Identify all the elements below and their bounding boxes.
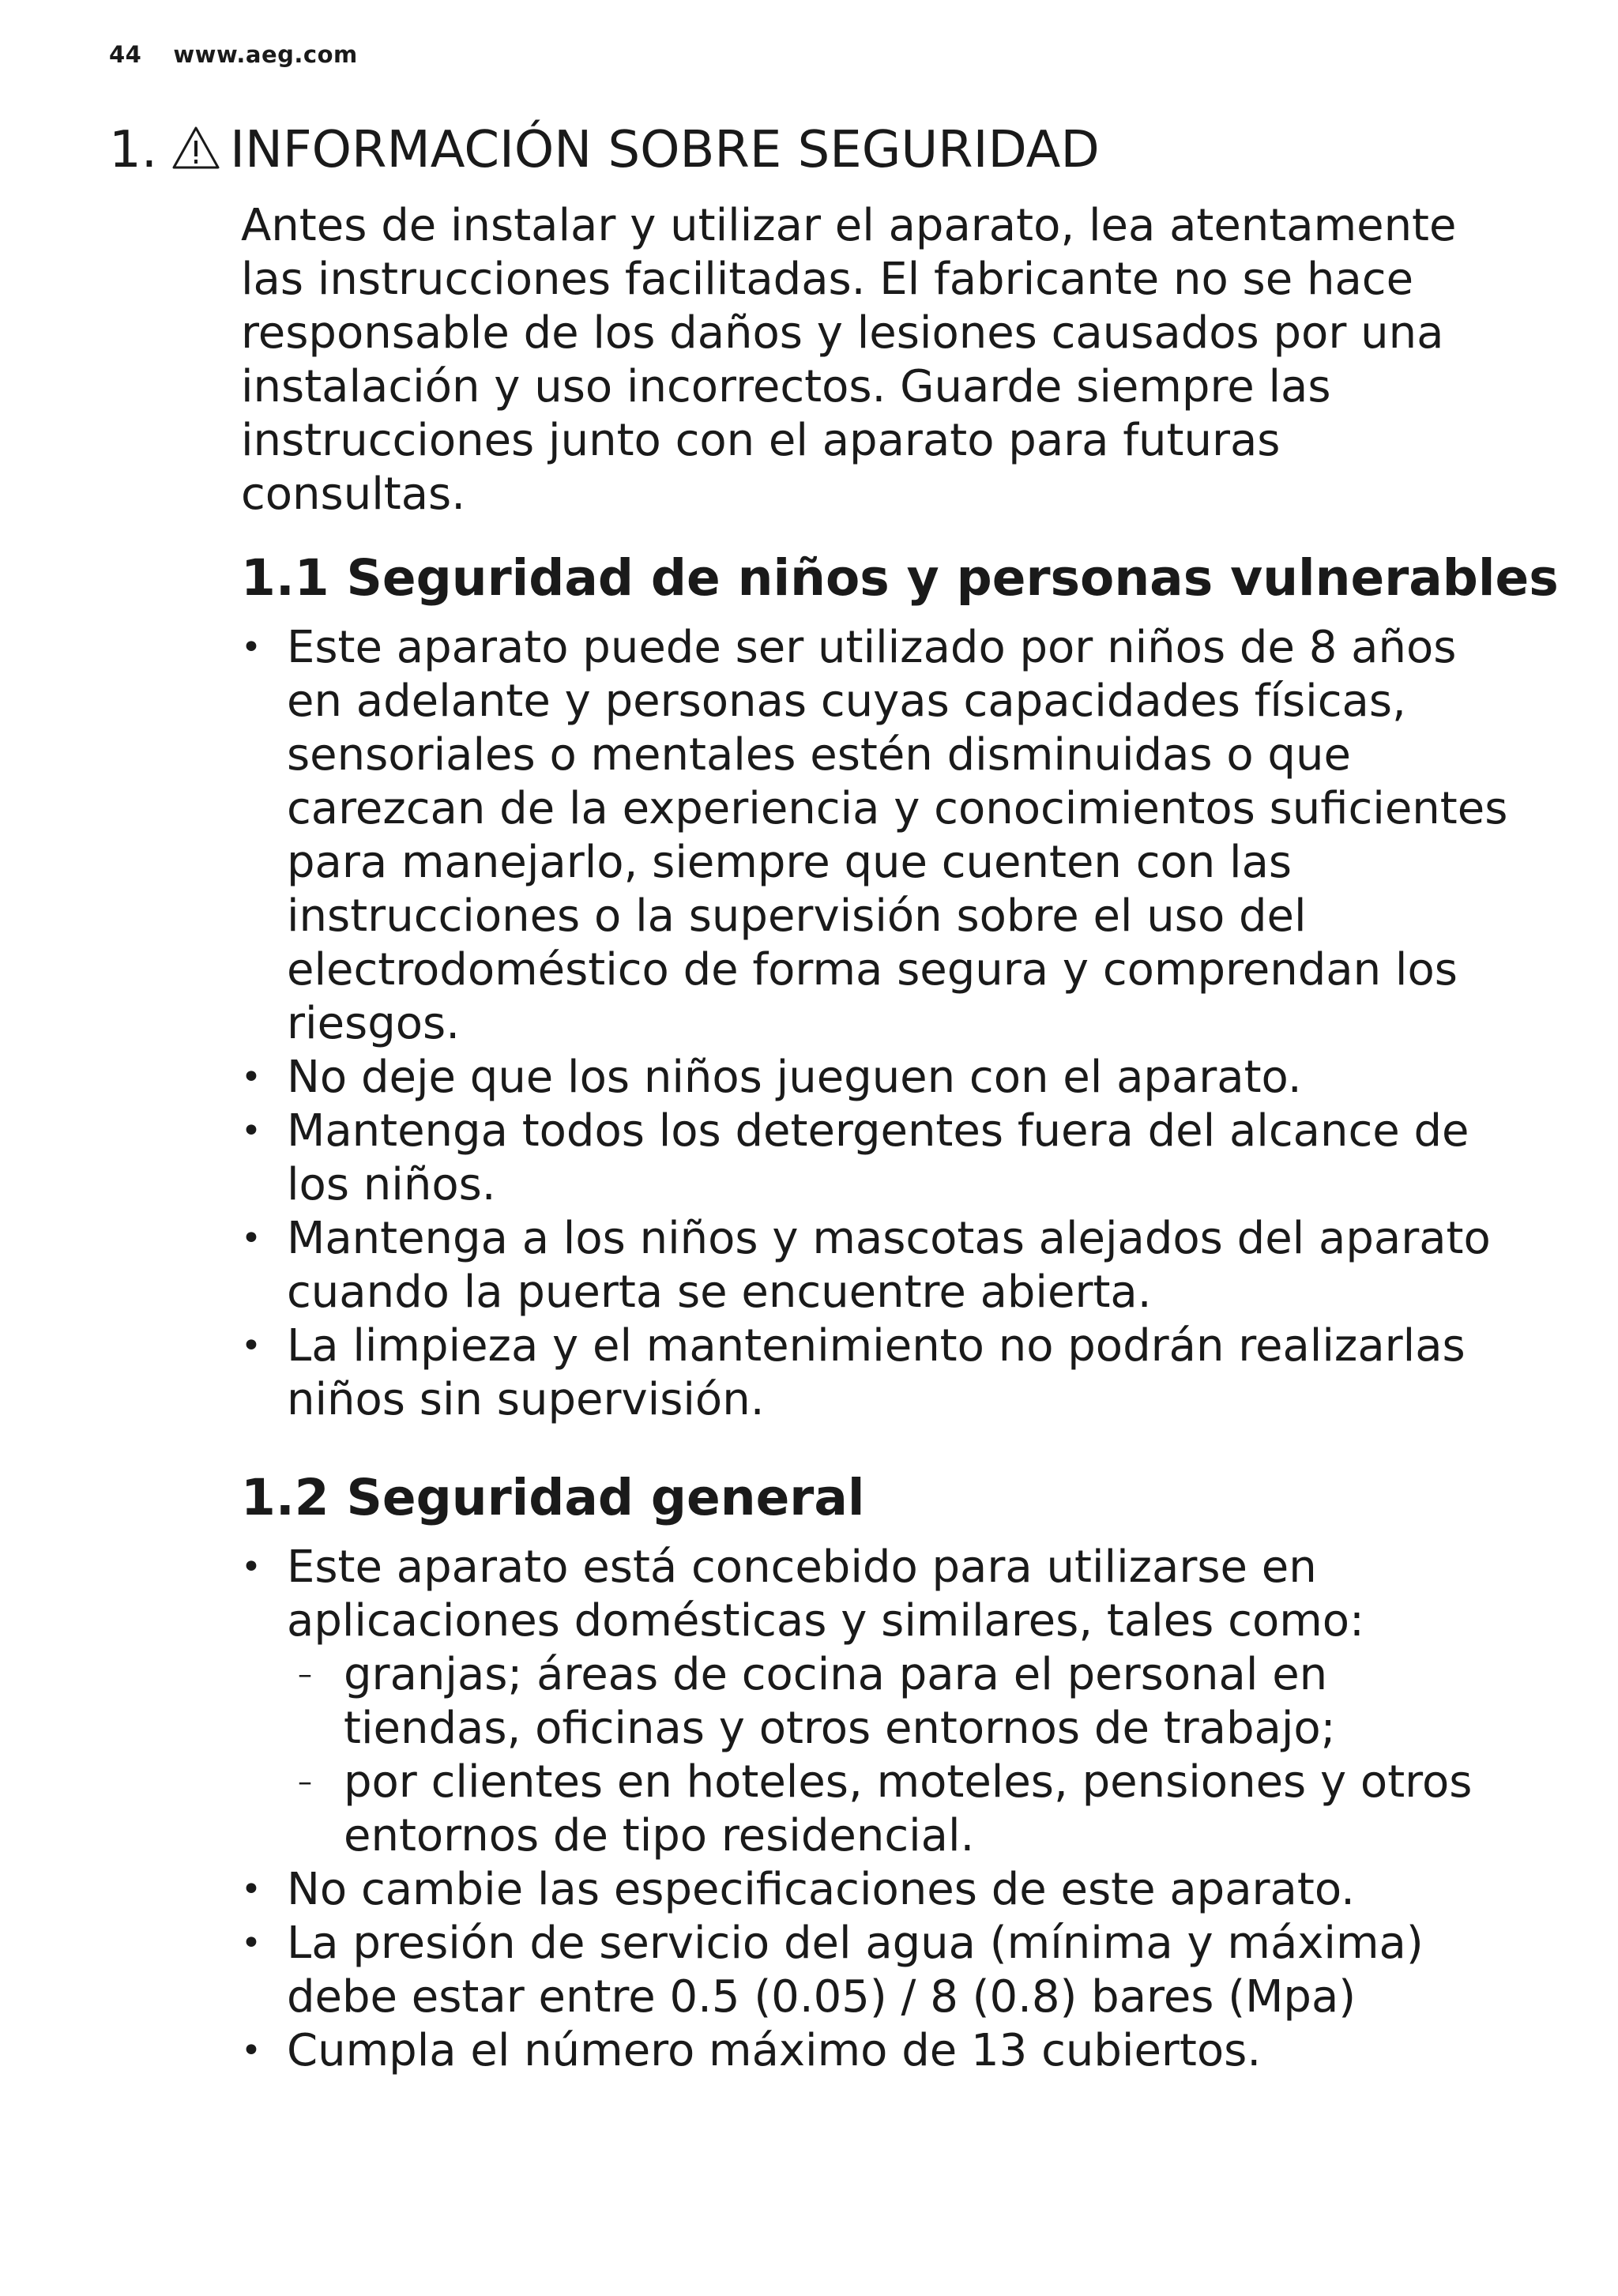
list-item-line: sensoriales o mentales estén disminuidas o que [287, 729, 1351, 781]
list-item-line: niños sin supervisión. [287, 1374, 765, 1425]
list-item-line: carezcan de la experiencia y conocimientos suficientes [287, 783, 1508, 834]
sub-item-line: – por clientes en hoteles, moteles, pensiones y otros [344, 1756, 1473, 1808]
section-title-general-safety: 1.2 Seguridad general [241, 1469, 865, 1526]
chapter-heading: INFORMACIÓN SOBRE SEGURIDAD [230, 121, 1100, 179]
sub-list-item [287, 1648, 1537, 1756]
chapter-title [109, 115, 1100, 188]
list-item-line: instrucciones o la supervisión sobre el uso del [287, 890, 1307, 942]
list-item-line: debe estar entre 0.5 (0.05) / 8 (0.8) bares (Mpa) [287, 1971, 1356, 2023]
sub-list-item [287, 1756, 1537, 1863]
list-item-line: para manejarlo, siempre que cuenten con las [287, 837, 1293, 888]
list-item-line: aplicaciones domésticas y similares, tales como: [287, 1595, 1364, 1647]
website-link[interactable]: www.aeg.com [173, 41, 358, 68]
chapter-number: 1. [109, 121, 158, 179]
intro-line: instrucciones junto con el aparato para futuras [241, 415, 1281, 466]
section-title-children-safety: 1.1 Seguridad de niños y personas vulnerables [241, 549, 1559, 607]
list-item [241, 1051, 1537, 1105]
intro-line: instalación y uso incorrectos. Guarde siempre las [241, 361, 1331, 412]
children-safety-list [241, 621, 1537, 1427]
sub-list [287, 1648, 1537, 1863]
sub-item-line: tiendas, oficinas y otros entornos de trabajo; [344, 1703, 1336, 1754]
general-safety-list [241, 1541, 1537, 2078]
list-item-line: • Este aparato puede ser utilizado por niños de 8 años [287, 622, 1457, 673]
intro-line: responsable de los daños y lesiones causados por una [241, 307, 1444, 359]
list-item-line: • No deje que los niños jueguen con el aparato. [287, 1052, 1302, 1103]
list-item-line: electrodoméstico de forma segura y comprendan los [287, 944, 1458, 996]
sub-item-line: entornos de tipo residencial. [344, 1810, 975, 1861]
list-item-line: cuando la puerta se encuentre abierta. [287, 1267, 1152, 1318]
intro-line: consultas. [241, 469, 466, 520]
list-item [241, 2024, 1537, 2078]
list-item-line: los niños. [287, 1159, 496, 1210]
sub-item-line: – granjas; áreas de cocina para el personal en [344, 1649, 1328, 1700]
list-item-line: • No cambie las especificaciones de este aparato. [287, 1864, 1355, 1915]
list-item [241, 1212, 1537, 1319]
intro-line: las instrucciones facilitadas. El fabricante no se hace [241, 254, 1414, 305]
list-item-line: • Mantenga a los niños y mascotas alejados del aparato [287, 1213, 1491, 1264]
list-item [241, 1541, 1537, 1863]
list-item [241, 1105, 1537, 1212]
list-item-line: • Mantenga todos los detergentes fuera del alcance de [287, 1105, 1469, 1157]
intro-paragraph [241, 199, 1537, 521]
list-item [241, 1917, 1537, 2024]
list-item-line: • Este aparato está concebido para utilizarse en [287, 1541, 1317, 1593]
list-item-line: • Cumpla el número máximo de 13 cubiertos. [287, 2025, 1262, 2076]
content [241, 199, 1559, 2078]
list-item-line: • La limpieza y el mantenimiento no podrán realizarlas [287, 1320, 1466, 1372]
page-header [109, 41, 358, 68]
list-item-line: • La presión de servicio del agua (mínima y máxima) [287, 1918, 1424, 1969]
list-item [241, 1319, 1537, 1427]
intro-line: Antes de instalar y utilizar el aparato, lea atentamente [241, 200, 1457, 251]
list-item-line: riesgos. [287, 998, 460, 1049]
list-item-line: en adelante y personas cuyas capacidades físicas, [287, 676, 1406, 727]
warning-triangle-icon [171, 119, 220, 188]
page-number: 44 [109, 41, 142, 68]
list-item [241, 621, 1537, 1051]
list-item [241, 1863, 1537, 1917]
